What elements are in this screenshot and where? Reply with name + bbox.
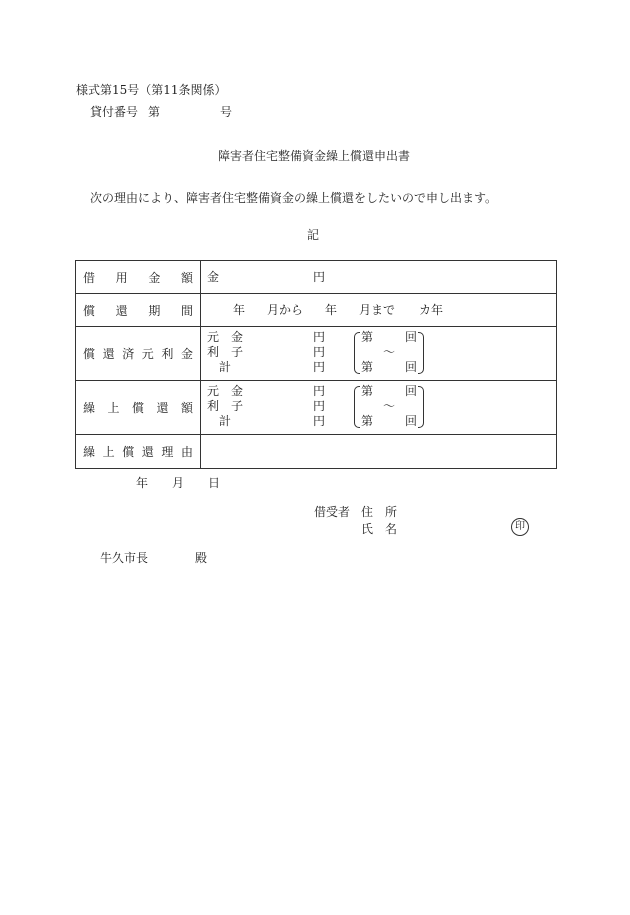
date-nichi: 日 — [208, 476, 221, 490]
address-label: 住 所 — [361, 505, 398, 519]
seal-mark-icon: 印 — [511, 518, 529, 536]
name-label: 氏 名 — [361, 522, 398, 536]
date-gatsu: 月 — [172, 476, 185, 490]
label-cell: 借 用 金 額 — [76, 261, 201, 294]
value-cell: 元 金 利 子 計 円 円 円 第 回 ～ 第 回 — [201, 327, 557, 381]
label-cell: 繰 上 償 還 理 由 — [76, 435, 201, 469]
row-early-repayment-amount — [76, 381, 557, 435]
reason-input-cell[interactable] — [201, 435, 557, 469]
loan-number-dai: 第 — [148, 105, 161, 119]
date-nen: 年 — [136, 476, 149, 490]
row-borrowed-amount — [76, 261, 557, 294]
loan-number-go: 号 — [220, 105, 233, 119]
kin-text: 金 — [207, 270, 220, 284]
document-title: 障害者住宅整備資金繰上償還申出書 — [218, 149, 411, 163]
label-cell: 償 還 期 間 — [76, 294, 201, 327]
borrower-label: 借受者 — [314, 505, 351, 519]
label-cell: 繰 上 償 還 額 — [76, 381, 201, 435]
ki-heading: 記 — [307, 228, 320, 242]
bracket-right-icon — [418, 386, 424, 428]
form-number: 様式第15号（第11条関係） — [76, 83, 227, 97]
bracket-left-icon — [354, 332, 360, 374]
bracket-left-icon — [354, 386, 360, 428]
en-text: 円 — [313, 270, 326, 284]
value-cell — [201, 261, 557, 294]
row-repayment-period — [76, 294, 557, 327]
mayor-label: 牛久市長 — [100, 551, 149, 565]
tono-label: 殿 — [195, 551, 208, 565]
loan-number-label: 貸付番号 — [90, 105, 139, 119]
label-cell: 償 還 済 元 利 金 — [76, 327, 201, 381]
row-repaid-principal-interest — [76, 327, 557, 381]
bracket-right-icon — [418, 332, 424, 374]
form-table — [75, 260, 557, 469]
intro-text: 次の理由により、障害者住宅整備資金の繰上償還をしたいので申し出ます。 — [90, 191, 498, 205]
row-early-repayment-reason — [76, 435, 557, 469]
value-cell: 元 金 利 子 計 円 円 円 第 回 ～ 第 回 — [201, 381, 557, 435]
value-cell: 年 月から 年 月まで カ年 — [201, 294, 557, 327]
